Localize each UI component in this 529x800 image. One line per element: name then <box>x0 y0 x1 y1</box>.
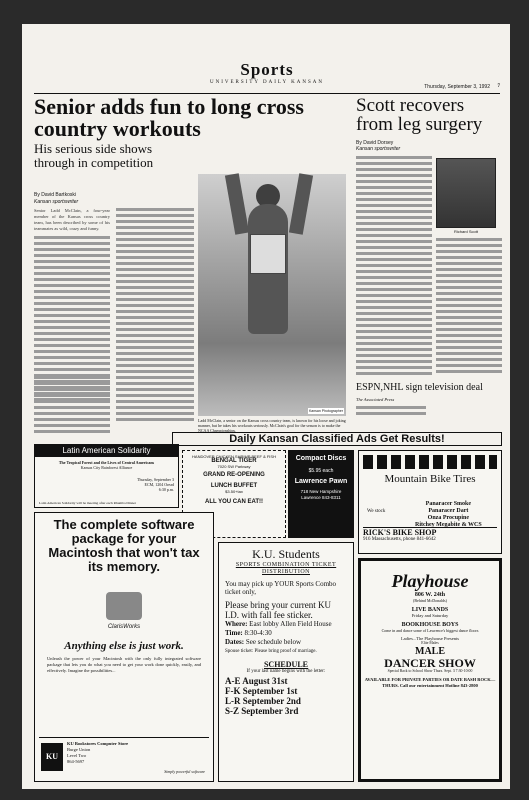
ad-ricks-bike-shop[interactable] <box>358 450 502 554</box>
ad-amsol-line1: The Tropical Forest and the Lives of Central Americans <box>58 460 155 465</box>
article-main-col2 <box>116 208 194 424</box>
ad-ku-dates-label: Dates: <box>225 638 245 646</box>
ad-play-elite: Elite Males <box>421 641 439 645</box>
ad-ku-title: K.U. Students <box>252 547 320 561</box>
ad-amsol-when: Thursday, September 3 ECM, 1204 Oread 6:30 p.m. <box>137 477 174 492</box>
ad-apple-body: Unleash the power of your Macintosh with the only fully integrated software package that lets you do what you need to get your work done quickly, easily, and effectively. Imagine the possibilities... <box>47 656 201 673</box>
schedule-row: A-E August 31st <box>225 676 288 686</box>
article-espn <box>356 406 502 418</box>
ad-ku-where-row <box>219 620 353 629</box>
ad-ku-where: East lobby Allen Field House <box>249 620 332 628</box>
ad-playhouse[interactable] <box>358 558 502 782</box>
ad-play-live: LIVE BANDS <box>411 607 449 613</box>
ad-bengal-addr: 7020 SW Parkway <box>217 464 251 469</box>
ad-apple-tagline: Anything else is just work. <box>64 640 184 652</box>
runner-photo <box>198 174 346 416</box>
ad-ku-schedule-note: If your last name begins with the letter: <box>246 669 326 674</box>
ad-apple-headline: The complete software package for your Macintosh that won't tax its memory. <box>48 517 200 574</box>
ad-latin-american-solidarity[interactable] <box>34 444 179 508</box>
ad-bikes-shop-addr: 916 Massachusetts, phone 841-6642 <box>363 537 436 542</box>
newspaper-page <box>22 24 510 789</box>
ad-ku-bullet: Please bring your current KU I.D. with fall fee sticker. <box>225 600 331 620</box>
ku-logo-icon: KU <box>41 743 63 771</box>
headshot-label: Richard Scott <box>453 229 478 234</box>
issue-date: Thursday, September 3, 1992 <box>424 84 490 90</box>
ad-bikes-shop <box>363 527 497 549</box>
ad-ku-dates-row <box>219 638 353 647</box>
ad-play-special: Special Back to School Show Thurs. Sept. 3 7:30-10:00 <box>387 669 473 673</box>
classified-banner: Daily Kansan Classified Ads Get Results! <box>172 432 502 446</box>
ad-lawrence-pawn[interactable] <box>288 450 354 538</box>
ad-ku-pickup: You may pick up YOUR Sports Combo ticket only, <box>225 580 337 596</box>
publication-name: UNIVERSITY DAILY KANSAN <box>209 80 324 85</box>
ad-compact-price: $5.95 each <box>308 468 334 474</box>
ad-play-live2: Friday and Saturday <box>411 613 449 618</box>
richard-scott-photo <box>436 158 496 228</box>
ad-ku-dates: See schedule below <box>245 638 302 646</box>
ad-ku-time: 8:30-4:30 <box>244 629 272 637</box>
ad-play-logo: Playhouse <box>391 571 469 591</box>
ad-ku-time-row <box>219 629 353 638</box>
ad-ku-notice: Spouse ticket: Please bring proof of marriage. <box>225 649 317 654</box>
ad-play-dancer: DANCER SHOW <box>384 656 476 670</box>
ad-apple-store-addr: Burge Union Level Two 864-5697 <box>67 747 91 764</box>
ad-ku-where-label: Where: <box>225 620 248 628</box>
ad-apple-logo: ClarisWorks <box>107 624 141 630</box>
ad-bengal-buffet: LUNCH BUFFET <box>210 483 258 489</box>
ad-ku-schedule-rows <box>219 674 353 718</box>
ad-bikes-brands: Panaracer Smoke Panaracer Dart Onza Procupine Ritchey Megabite & WCS <box>415 501 482 528</box>
ad-ku-schedule: SCHEDULE <box>263 660 308 669</box>
ad-apple-footer <box>39 737 209 777</box>
ad-amsol-line2: Kansas City Rainforest Alliance <box>80 465 133 470</box>
deck-main: His serious side shows through in competition <box>34 141 154 170</box>
byline-espn: The Associated Press <box>356 397 395 402</box>
schedule-row: L-R September 2nd <box>225 696 301 706</box>
masthead <box>34 60 500 94</box>
ad-ku-students-tickets[interactable] <box>218 542 354 782</box>
headline-scott: Scott recovers from leg surgery <box>356 95 483 135</box>
photo-credit: Kansan Photographer <box>308 409 343 413</box>
article-main-col1 <box>34 208 110 404</box>
headline-espn: ESPN,NHL sign television deal <box>356 382 483 393</box>
ad-apple-store-tag: Simply powerful software <box>164 769 205 774</box>
photo-jersey <box>250 234 286 274</box>
ad-compact-title: Compact Discs <box>295 455 347 462</box>
ad-bikes-shop-name: RICK'S BIKE SHOP <box>363 528 437 537</box>
article-scott-col1 <box>356 156 432 378</box>
ad-ku-sub: SPORTS COMBINATION TICKET DISTRIBUTION <box>235 562 337 575</box>
schedule-row: S-Z September 3rd <box>225 706 299 716</box>
ad-play-avail: AVAILABLE FOR PRIVATE PARTIES OR DATE BASH ROCK— THURS. Call our entertainment Hotline 843-2800 <box>364 677 496 688</box>
ad-compact-addr: 718 New Hampshire Lawrence 843-8311 <box>300 489 342 500</box>
bike-banner-graphic <box>363 455 497 469</box>
ad-ku-time-label: Time: <box>225 629 243 637</box>
byline-main-role: Kansan sportswriter <box>34 199 79 205</box>
schedule-row: F-K September 1st <box>225 686 298 696</box>
headline-main: Senior adds fun to long cross country workouts <box>34 94 304 141</box>
ad-play-book2: Come in and dance some of Lawrence's biggest dance floors <box>381 628 479 633</box>
ad-bengal-name: BENGAL TIGER <box>211 458 257 464</box>
ad-play-addr: 806 W. 24th <box>414 592 446 598</box>
ad-compact-store: Lawrence Pawn <box>294 478 348 485</box>
ad-bengal-allyoucaneat: ALL YOU CAN EAT!! <box>205 499 263 505</box>
ad-play-addr2: (Behind McDonalds) <box>413 598 447 603</box>
ad-apple-store: KU Bookstores Computer Store <box>67 741 129 746</box>
section-title: Sports <box>240 60 294 79</box>
byline-scott-role: Kansan sportswriter <box>356 146 401 152</box>
article-scott-col2 <box>436 238 502 376</box>
ad-amsol-title: Latin American Solidarity <box>35 445 178 457</box>
ad-play-male: MALE <box>415 646 445 657</box>
ad-play-ladies: Ladies...The Playhouse Presents <box>400 636 460 641</box>
ad-bengal-l1: HANDOVER CHICKEN SHRIMP BEEF & FISH <box>192 454 276 459</box>
photo-arm-left <box>225 173 249 235</box>
clarisworks-logo-icon <box>106 592 142 620</box>
ad-bengal-reopen: GRAND RE-OPENING <box>203 472 265 478</box>
ad-bengal-price: $3.50+tax <box>225 489 243 494</box>
ad-play-book: BOOKHOUSE BOYS <box>401 622 459 628</box>
ad-bikes-title: Mountain Bike Tires <box>384 473 476 485</box>
article-main-lead: Senior Ladd McClain, a four-year member of the Kansas cross country team, has been described by some of his teammates as wild, crazy and funny. <box>34 208 110 231</box>
page-number: 7 <box>497 84 500 89</box>
photo-caption: Ladd McClain, a senior on the Kansas cross country team, is known for his loose and joking manner, but he takes his workouts seriously. McClain's goal for the season is to make the NCAA Championships. <box>198 418 346 433</box>
byline-scott: By David Dorsey <box>356 140 394 146</box>
photo-arm-right <box>289 173 313 235</box>
ad-amsol-note: Latin American Solidarity will be meeting after each Rhumba Dinner <box>39 501 137 505</box>
article-main-col1b <box>34 376 110 436</box>
ad-clarisworks[interactable] <box>34 512 214 782</box>
ad-bikes-stock: We stock <box>367 509 386 514</box>
byline-main: By David Bartkoski <box>34 192 76 198</box>
